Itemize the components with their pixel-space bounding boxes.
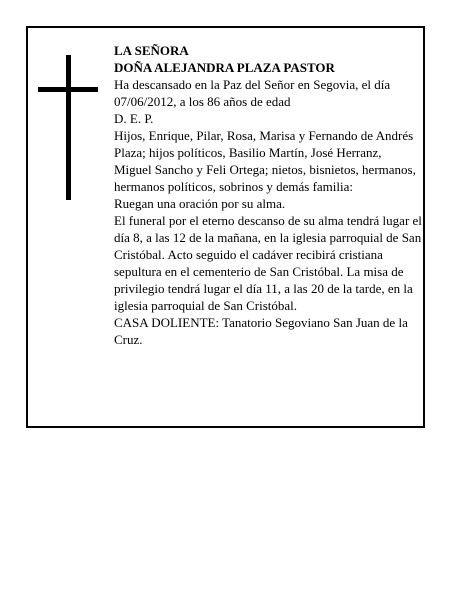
family-list: Hijos, Enrique, Pilar, Rosa, Marisa y Fernando de Andrés Plaza; hijos políticos, Basilio Martín, José Herranz, Miguel Sancho y Feli Ortega; nietos, bisnietos, hermanos, hermanos políticos, sobrinos y demás familia: [114,128,416,194]
dep-abbreviation: D. E. P. [114,111,154,126]
cross-vertical-bar [66,55,71,200]
prayer-request: Ruegan una oración por su alma. [114,196,286,211]
mourning-house: CASA DOLIENTE: Tanatorio Segoviano San Juan de la Cruz. [114,315,408,347]
funeral-details: El funeral por el eterno descanso de su alma tendrá lugar el día 8, a las 12 de la mañana, en la iglesia parroquial de San Cristóbal. Acto seguido el cadáver recibirá cristiana sepultura en el cementerio de San Cristóbal. La misa de privilegio tendrá lugar el día 11, a las 20 de la tarde, en la iglesia parroquial de San Cristóbal. [114,213,422,313]
title-line-1: LA SEÑORA [114,43,189,58]
rest-statement: Ha descansado en la Paz del Señor en Segovia, el día 07/06/2012, a los 86 años de edad [114,77,391,109]
cross-icon [38,55,98,200]
cross-horizontal-bar [38,87,98,92]
deceased-name: DOÑA ALEJANDRA PLAZA PASTOR [114,60,335,75]
obituary-notice [26,26,425,428]
obituary-text [114,42,422,348]
